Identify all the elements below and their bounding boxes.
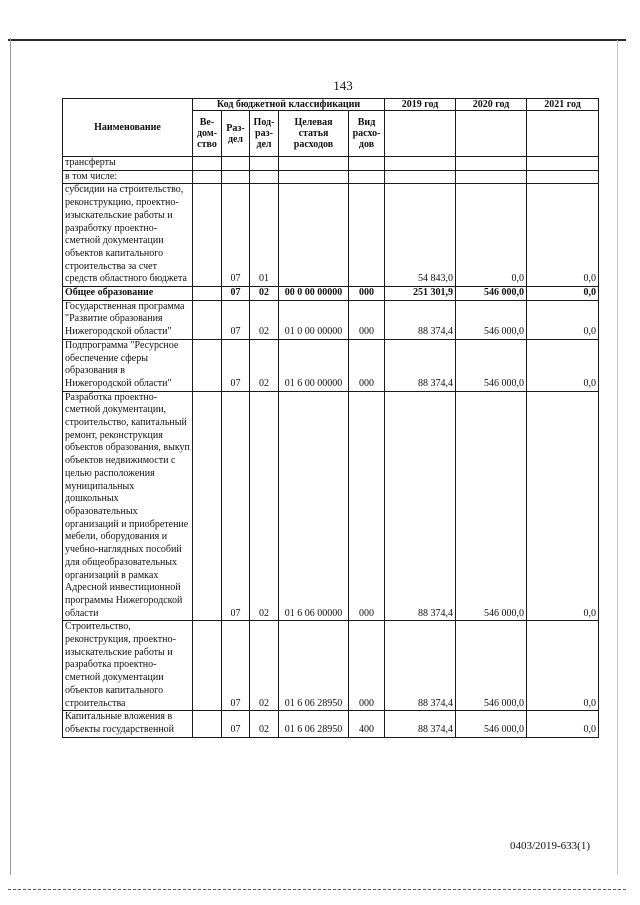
table-row — [63, 391, 599, 621]
row-2021-value-cell: 0,0 — [527, 184, 599, 287]
header-blank-2021 — [527, 111, 599, 157]
row-2021-value-cell: 0,0 — [527, 339, 599, 391]
row-name-cell: трансферты — [63, 157, 193, 171]
row-2020-value-cell — [456, 170, 527, 184]
row-2019-value-cell: 88 374,4 — [385, 391, 456, 621]
row-subsection-code-cell: 02 — [250, 711, 279, 737]
row-name-cell: Разработка проектно-сметной документации, строительство, капитальный ремонт, реконструкция объектов образования, выкуп объектов недвижимости с целью расположения муниципальных дошкольных образовательных организаций и приобретение мебели, оборудования и учебно-наглядных пособий для общеобразовательных организаций в рамках Адресной инвестиционной программы Нижегородской области — [63, 391, 193, 621]
row-2019-value-cell: 88 374,4 — [385, 621, 456, 711]
header-blank-2020 — [456, 111, 527, 157]
row-2020-value-cell — [456, 157, 527, 171]
table-body — [63, 157, 599, 738]
row-expense-type-cell: 400 — [349, 711, 385, 737]
row-2019-value-cell: 88 374,4 — [385, 339, 456, 391]
header-year-2021: 2021 год — [527, 99, 599, 111]
row-section-code-cell: 07 — [222, 391, 250, 621]
row-2020-value-cell: 546 000,0 — [456, 287, 527, 301]
table-row — [63, 157, 599, 171]
table-row — [63, 621, 599, 711]
row-name-cell: Государственная программа "Развитие образования Нижегородской области" — [63, 300, 193, 339]
scan-edge-left — [10, 38, 11, 875]
table-header — [63, 99, 599, 157]
row-2019-value-cell: 88 374,4 — [385, 300, 456, 339]
row-ministry-code-cell — [193, 170, 222, 184]
row-section-code-cell — [222, 157, 250, 171]
row-subsection-code-cell: 02 — [250, 391, 279, 621]
row-expense-type-cell: 000 — [349, 391, 385, 621]
header-year-2020: 2020 год — [456, 99, 527, 111]
row-2019-value-cell: 251 301,9 — [385, 287, 456, 301]
row-name-cell: Подпрограмма "Ресурсное обеспечение сферы образования в Нижегородской области" — [63, 339, 193, 391]
row-section-code-cell: 07 — [222, 711, 250, 737]
header-year-2019: 2019 год — [385, 99, 456, 111]
row-2019-value-cell: 88 374,4 — [385, 711, 456, 737]
row-target-article-cell: 01 6 00 00000 — [279, 339, 349, 391]
row-section-code-cell: 07 — [222, 339, 250, 391]
row-section-code-cell: 07 — [222, 300, 250, 339]
row-ministry-code-cell — [193, 184, 222, 287]
row-ministry-code-cell — [193, 287, 222, 301]
header-blank-2019 — [385, 111, 456, 157]
header-vedomstvo: Ве- дом- ство — [193, 111, 222, 157]
row-target-article-cell — [279, 170, 349, 184]
row-expense-type-cell — [349, 170, 385, 184]
header-target-article: Целевая статья расходов — [279, 111, 349, 157]
row-2021-value-cell: 0,0 — [527, 621, 599, 711]
header-podrazdel: Под- раз- дел — [250, 111, 279, 157]
row-ministry-code-cell — [193, 391, 222, 621]
scan-edge-top — [8, 39, 626, 41]
budget-table — [62, 98, 599, 738]
row-2021-value-cell: 0,0 — [527, 300, 599, 339]
row-2020-value-cell: 546 000,0 — [456, 339, 527, 391]
row-subsection-code-cell: 02 — [250, 621, 279, 711]
row-2020-value-cell: 546 000,0 — [456, 711, 527, 737]
row-ministry-code-cell — [193, 339, 222, 391]
row-ministry-code-cell — [193, 621, 222, 711]
row-2020-value-cell: 0,0 — [456, 184, 527, 287]
row-2020-value-cell: 546 000,0 — [456, 300, 527, 339]
row-target-article-cell: 01 6 06 28950 — [279, 711, 349, 737]
row-subsection-code-cell — [250, 170, 279, 184]
row-target-article-cell: 00 0 00 00000 — [279, 287, 349, 301]
row-2020-value-cell: 546 000,0 — [456, 391, 527, 621]
row-subsection-code-cell: 02 — [250, 339, 279, 391]
row-expense-type-cell — [349, 184, 385, 287]
table-row — [63, 287, 599, 301]
row-section-code-cell — [222, 170, 250, 184]
row-2021-value-cell — [527, 157, 599, 171]
row-section-code-cell: 07 — [222, 621, 250, 711]
row-subsection-code-cell: 01 — [250, 184, 279, 287]
header-code-group: Код бюджетной классификации — [193, 99, 385, 111]
row-section-code-cell: 07 — [222, 184, 250, 287]
table-row — [63, 711, 599, 737]
table-row — [63, 170, 599, 184]
scan-edge-bottom — [8, 889, 626, 891]
row-name-cell: субсидии на строительство, реконструкцию, проектно-изыскательские работы и разработку проектно-сметной документации объектов капитального строительства за счет средств областного бюджета — [63, 184, 193, 287]
row-ministry-code-cell — [193, 157, 222, 171]
row-2019-value-cell: 54 843,0 — [385, 184, 456, 287]
row-2021-value-cell: 0,0 — [527, 287, 599, 301]
row-expense-type-cell: 000 — [349, 300, 385, 339]
row-target-article-cell — [279, 157, 349, 171]
row-subsection-code-cell: 02 — [250, 287, 279, 301]
row-expense-type-cell — [349, 157, 385, 171]
row-target-article-cell: 01 0 00 00000 — [279, 300, 349, 339]
row-2019-value-cell — [385, 157, 456, 171]
row-2020-value-cell: 546 000,0 — [456, 621, 527, 711]
table-row — [63, 300, 599, 339]
row-section-code-cell: 07 — [222, 287, 250, 301]
table-row — [63, 184, 599, 287]
row-target-article-cell — [279, 184, 349, 287]
row-expense-type-cell: 000 — [349, 287, 385, 301]
row-2021-value-cell: 0,0 — [527, 711, 599, 737]
header-expense-type: Вид расхо- дов — [349, 111, 385, 157]
row-ministry-code-cell — [193, 711, 222, 737]
row-2021-value-cell: 0,0 — [527, 391, 599, 621]
row-subsection-code-cell: 02 — [250, 300, 279, 339]
row-2019-value-cell — [385, 170, 456, 184]
scan-edge-right — [617, 40, 618, 875]
row-target-article-cell: 01 6 06 28950 — [279, 621, 349, 711]
row-name-cell: Капитальные вложения в объекты государственной — [63, 711, 193, 737]
row-name-cell: Строительство, реконструкция, проектно-изыскательские работы и разработка проектно-сметной документации объектов капитального строительства — [63, 621, 193, 711]
row-ministry-code-cell — [193, 300, 222, 339]
row-2021-value-cell — [527, 170, 599, 184]
row-expense-type-cell: 000 — [349, 339, 385, 391]
document-code: 0403/2019-633(1) — [509, 840, 590, 852]
row-subsection-code-cell — [250, 157, 279, 171]
row-name-cell: в том числе: — [63, 170, 193, 184]
row-expense-type-cell: 000 — [349, 621, 385, 711]
header-name: Наименование — [63, 99, 193, 157]
row-name-cell: Общее образование — [63, 287, 193, 301]
page-number: 143 — [333, 78, 353, 93]
row-target-article-cell: 01 6 06 00000 — [279, 391, 349, 621]
table-row — [63, 339, 599, 391]
header-razdel: Раз- дел — [222, 111, 250, 157]
